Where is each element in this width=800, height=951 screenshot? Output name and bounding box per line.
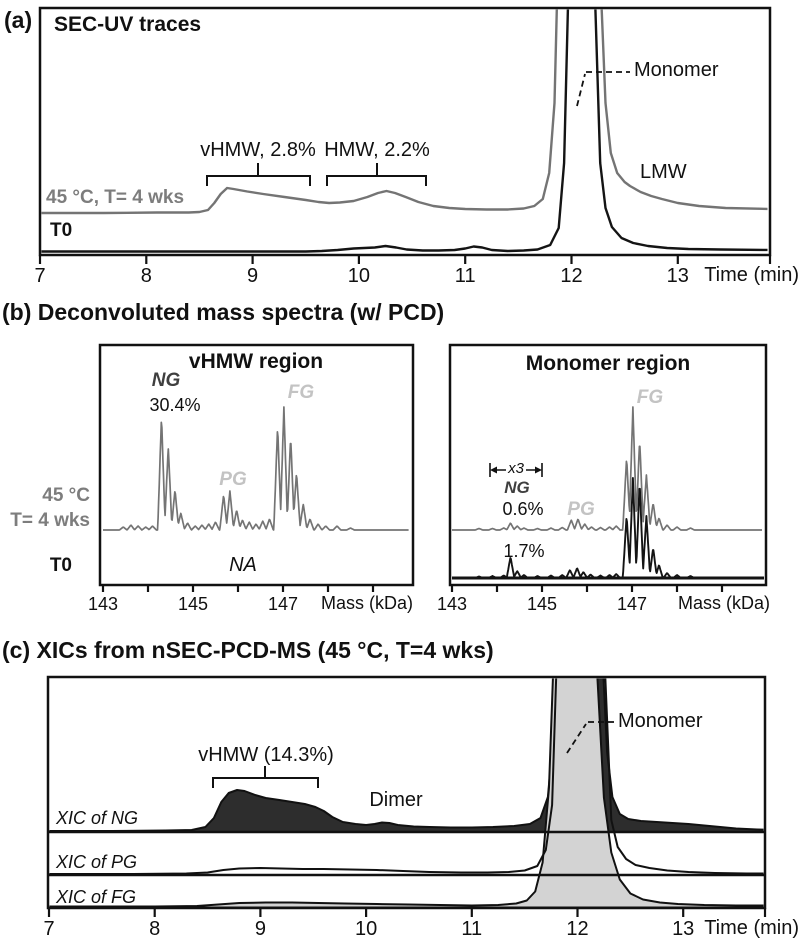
mass-tick-label: 147	[267, 594, 299, 614]
x-tick-label: 13	[666, 265, 689, 287]
x-tick-label: 13	[672, 918, 695, 940]
trace-label-45c: 45 °C, T= 4 wks	[46, 187, 185, 208]
vhmw-region-title: vHMW region	[188, 350, 324, 373]
panel-c-header	[2, 638, 494, 663]
mass-tick-label: 143	[87, 594, 119, 614]
monomer-x-axis-label: Mass (kDa)	[677, 593, 770, 613]
monomer-region-title: Monomer region	[525, 352, 691, 375]
panel-b-title: Deconvoluted mass spectra (w/ PCD)	[37, 299, 445, 325]
annotation-monomer: Monomer	[634, 59, 719, 81]
annotation-vhmw-pct-c: vHMW (14.3%)	[198, 744, 334, 766]
row-label-xic-ng: XIC of NG	[56, 808, 139, 828]
row-label-xic-fg: XIC of FG	[56, 887, 137, 907]
x-tick-label: 8	[149, 918, 161, 940]
panel-a-tag: (a)	[4, 7, 33, 33]
annotation-vhmw-pct: vHMW, 2.8%	[200, 139, 316, 161]
panel-c-title: XICs from nSEC-PCD-MS (45 °C, T=4 wks)	[36, 637, 494, 663]
annotation-lmw: LMW	[640, 161, 687, 183]
x-tick-label: 7	[34, 265, 46, 287]
vhmw-fg-label: FG	[287, 382, 315, 403]
row-label-xic-pg: XIC of PG	[56, 852, 138, 872]
x-tick-label: 11	[454, 265, 476, 287]
panel-a-title: SEC-UV traces	[54, 13, 202, 36]
x-tick-label: 9	[247, 265, 259, 287]
mass-tick-label: 147	[616, 594, 648, 614]
x-tick-label: 11	[461, 918, 483, 940]
mass-tick-label: 145	[177, 594, 209, 614]
x-tick-label: 10	[354, 918, 378, 940]
vhmw-x-axis-label: Mass (kDa)	[320, 593, 413, 613]
vhmw-pg-label: PG	[219, 469, 247, 490]
annotation-monomer-c: Monomer	[618, 710, 703, 732]
vhmw-ng-pct: 30.4%	[149, 395, 201, 415]
vhmw-t0-na-label: NA	[229, 554, 257, 576]
mass-tick-label: 143	[436, 594, 468, 614]
trace-label-t0: T0	[50, 220, 73, 241]
x-tick-label: 8	[140, 265, 152, 287]
monomer-pg-label: PG	[567, 499, 595, 520]
panel-c-x-axis-label: Time (min)	[704, 917, 799, 939]
x-tick-label: 9	[254, 918, 266, 940]
panel-c-tag: (c)	[2, 637, 31, 663]
panel-b-header	[2, 300, 444, 325]
monomer-fg-label: FG	[636, 387, 664, 408]
panel-a-x-axis-label: Time (min)	[704, 264, 799, 286]
annotation-dimer: Dimer	[369, 789, 423, 811]
vhmw-ng-label: NG	[151, 370, 181, 391]
side-label-t4wks: T= 4 wks	[10, 510, 90, 531]
mass-tick-label: 145	[526, 594, 558, 614]
side-label-t0: T0	[49, 555, 72, 576]
monomer-t0-pct: 1.7%	[503, 541, 545, 561]
monomer-ng-label: NG	[504, 478, 530, 497]
x3-zoom-label: x3	[508, 460, 524, 477]
annotation-hmw-pct: HMW, 2.2%	[324, 139, 430, 161]
monomer-ng-pct: 0.6%	[502, 499, 544, 519]
side-label-45c: 45 °C	[42, 485, 90, 506]
panel-b-tag: (b)	[2, 299, 32, 325]
x-tick-label: 7	[43, 918, 55, 940]
x-tick-label: 10	[347, 265, 371, 287]
x-tick-label: 12	[566, 918, 589, 940]
x-tick-label: 12	[560, 265, 583, 287]
